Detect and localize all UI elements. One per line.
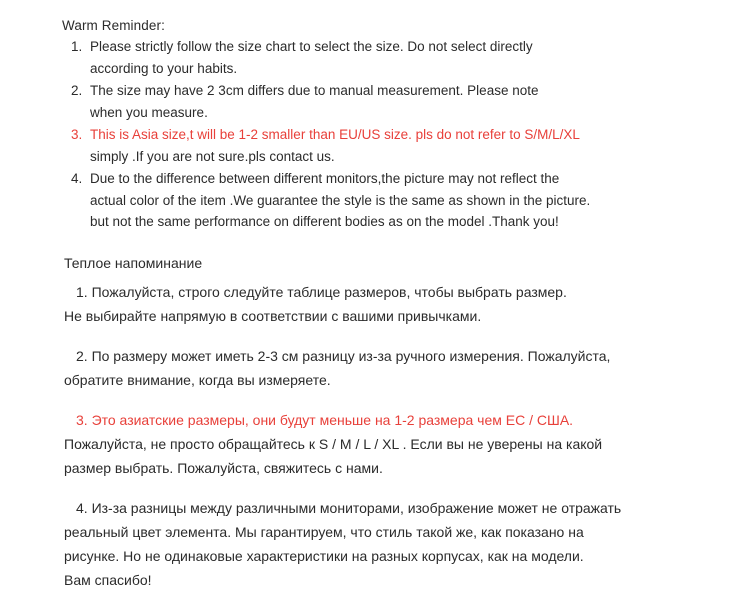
english-line-highlighted: 3. This is Asia size,t will be 1-2 smaller than EU/US size. pls do not refer to S/M/L/XL — [90, 127, 580, 142]
english-line: when you measure. — [90, 104, 208, 120]
english-line: 2. The size may have 2 3cm differs due to manual measurement. Please note — [90, 83, 539, 98]
russian-line: 2. По размеру может иметь 2-3 см разницу из-за ручного измерения. Пожалуйста, — [76, 347, 611, 364]
russian-paragraph — [62, 496, 720, 592]
english-line: simply .If you are not sure.pls contact us. — [90, 148, 335, 164]
english-list-item — [86, 168, 720, 233]
english-reminder-list — [62, 36, 720, 233]
russian-line: 4. Из-за разницы между различными мониторами, изображение может не отражать — [76, 499, 622, 516]
english-line: but not the same performance on different bodies as on the model .Thank you! — [90, 214, 559, 229]
english-line: 1. Please strictly follow the size chart to select the size. Do not select directly — [90, 39, 533, 54]
russian-line: обратите внимание, когда вы измеряете. — [64, 371, 331, 388]
english-section — [62, 18, 720, 233]
russian-paragraph-highlighted — [62, 408, 720, 480]
russian-line: 1. Пожалуйста, строго следуйте таблице размеров, чтобы выбрать размер. — [76, 283, 567, 300]
russian-line-highlighted: 3. Это азиатские размеры, они будут меньше на 1-2 размера чем ЕС / США. — [76, 411, 574, 428]
english-list-item-highlighted — [86, 124, 720, 167]
russian-line: Не выбирайте напрямую в соответствии с вашими привычками. — [64, 307, 482, 324]
russian-paragraph — [62, 344, 720, 392]
english-title: Warm Reminder: — [62, 18, 165, 33]
english-line: actual color of the item .We guarantee the style is the same as shown in the picture. — [90, 192, 591, 208]
russian-line: рисунке. Но не одинаковые характеристики на разных корпусах, как на модели. — [64, 547, 584, 564]
russian-section — [62, 255, 720, 592]
russian-line: Вам спасибо! — [64, 571, 152, 588]
english-list-item — [86, 80, 720, 123]
english-line: according to your habits. — [90, 60, 238, 76]
english-list-item — [86, 36, 720, 79]
russian-line: размер выбрать. Пожалуйста, свяжитесь с нами. — [64, 459, 383, 476]
russian-paragraph — [62, 280, 720, 328]
russian-line: реальный цвет элемента. Мы гарантируем, что стиль такой же, как показано на — [64, 523, 584, 540]
russian-line: Пожалуйста, не просто обращайтесь к S / M / L / XL . Если вы не уверены на какой — [64, 435, 603, 452]
russian-title: Теплое напоминание — [64, 254, 203, 271]
english-line: 4. Due to the difference between different monitors,the picture may not reflect the — [90, 171, 560, 186]
